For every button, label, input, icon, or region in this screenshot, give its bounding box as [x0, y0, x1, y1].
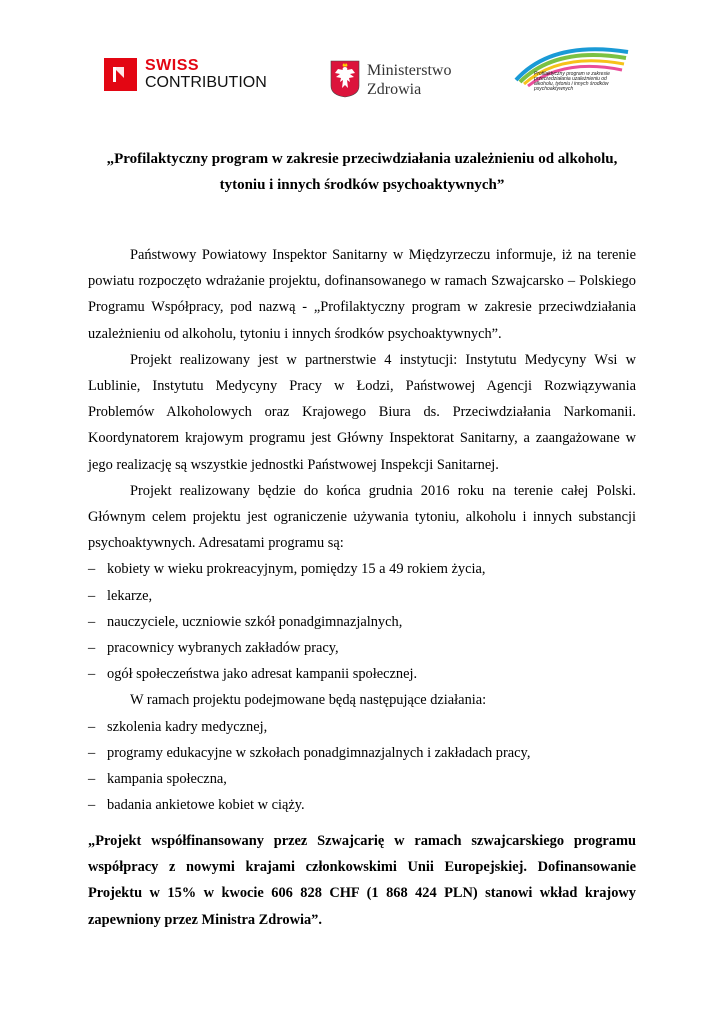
polish-eagle-icon — [330, 60, 360, 98]
swiss-logo-line2: CONTRIBUTION — [145, 74, 267, 91]
ministry-name-line2: Zdrowia — [367, 81, 422, 98]
title-line1: „Profilaktyczny program w zakresie przeciwdziałania uzależnieniu od alkoholu, — [106, 151, 618, 167]
list-item: – pracownicy wybranych zakładów pracy, — [88, 635, 636, 661]
title-line2: tytoniu i innych środków psychoaktywnych” — [219, 177, 505, 193]
swiss-contribution-logo — [104, 58, 274, 98]
cofinancing-note: „Projekt współfinansowany przez Szwajcarię w ramach szwajcarskiego programu współpracy z nowymi krajami członkowskimi Unii Europejskiej. Dofinansowanie Projektu w 15% w kwocie 606 828 CHF (1 868 424 PLN) stanowi wkład krajowy zapewniony przez Ministra Zdrowia”. — [88, 833, 636, 928]
program-logo-text: Profilaktyczny program w zakresie przeciwdziałania uzależnieniu od alkoholu, tytoniu i innych środków psychoaktywnych — [534, 71, 610, 92]
document-title — [88, 146, 636, 198]
list-item: – kobiety w wieku prokreacyjnym, pomiędzy 15 a 49 rokiem życia, — [88, 556, 636, 582]
list-item: – nauczyciele, uczniowie szkół ponadgimnazjalnych, — [88, 609, 636, 635]
list-item: – programy edukacyjne w szkołach ponadgimnazjalnych i zakładach pracy, — [88, 740, 636, 766]
paragraph-goal: Projekt realizowany będzie do końca grudnia 2016 roku na terenie całej Polski. Głównym celem projektu jest ograniczenie używania tytoniu, alkoholu i innych substancji psychoaktywnych. Adresatami programu są: — [88, 482, 636, 552]
list-item: – lekarze, — [88, 583, 636, 609]
logo-header — [0, 40, 724, 120]
swiss-flag-icon — [104, 58, 137, 91]
program-logo — [512, 40, 632, 110]
paragraph-partners: Projekt realizowany jest w partnerstwie 4 instytucji: Instytutu Medycyny Wsi w Lublinie, Instytutu Medycyny Pracy w Łodzi, Państwowej Agencji Rozwiązywania Problemów Alkoholowych oraz Krajowego Biura ds. Przeciwdziałania Narkomanii. Koordynatorem krajowym programu jest Główny Inspektorat Sanitarny, a zaangażowane w jego realizację są wszystkie jednostki Państwowej Inspekcji Sanitarnej. — [88, 351, 636, 473]
ministry-of-health-logo — [330, 56, 470, 106]
paragraph-intro: Państwowy Powiatowy Inspektor Sanitarny w Międzyrzeczu informuje, iż na terenie powiatu rozpoczęto wdrażanie projektu, dofinansowanego w ramach Szwajcarsko – Polskiego Programu Współpracy, pod nazwą - „Profilaktyczny program w zakresie przeciwdziałania uzależnieniu od alkoholu, tytoniu i innych środków psychoaktywnych”. — [88, 247, 636, 342]
recipients-list — [88, 556, 636, 687]
actions-list — [88, 714, 636, 819]
list-item: – kampania społeczna, — [88, 766, 636, 792]
paragraph-actions: W ramach projektu podejmowane będą następujące działania: — [130, 692, 487, 709]
list-item: – szkolenia kadry medycznej, — [88, 714, 636, 740]
list-item: – badania ankietowe kobiet w ciąży. — [88, 792, 636, 818]
swiss-logo-line1: SWISS — [145, 57, 200, 74]
document-body — [88, 242, 636, 818]
list-item: – ogół społeczeństwa jako adresat kampanii społecznej. — [88, 661, 636, 687]
ministry-name-line1: Ministerstwo — [367, 62, 452, 79]
